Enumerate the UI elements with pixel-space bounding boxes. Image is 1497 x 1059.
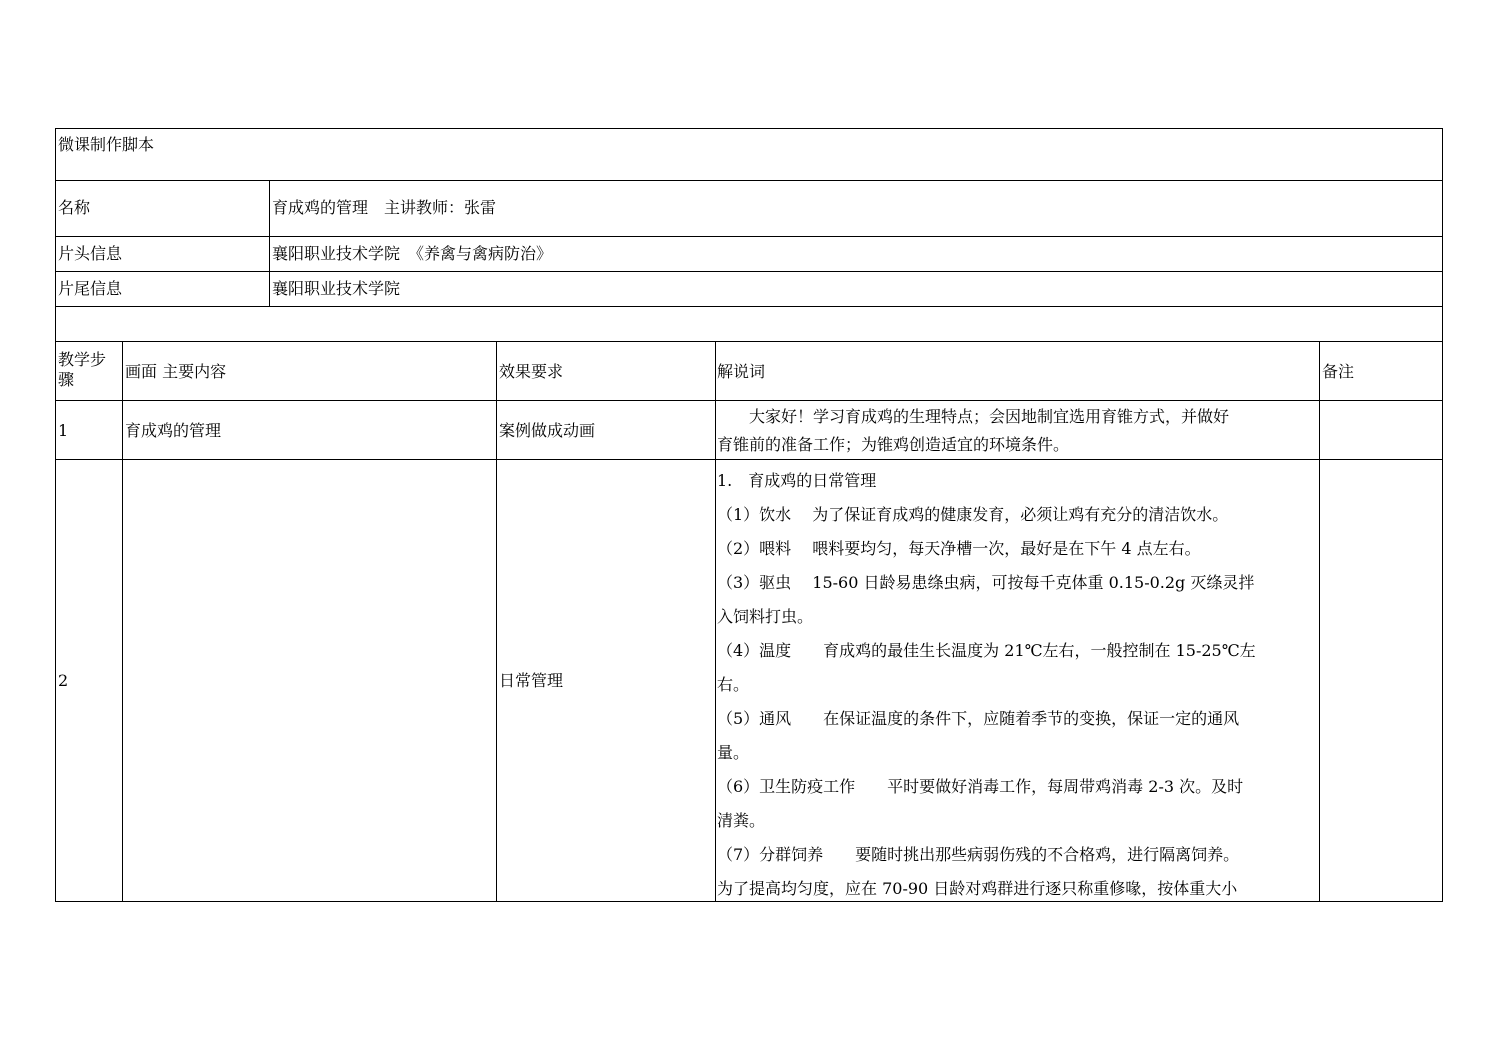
row2-step: 2 <box>58 671 69 690</box>
col-header-step: 教学步骤 <box>58 350 107 389</box>
col-header-notes: 备注 <box>1322 362 1355 381</box>
rule-name <box>56 236 1442 237</box>
rule-info-col <box>269 180 270 306</box>
rule-head <box>56 271 1442 272</box>
row1-effect: 案例做成动画 <box>499 421 596 440</box>
name-label: 名称 <box>58 198 91 217</box>
col-header-narration: 解说词 <box>717 362 766 381</box>
tail-label: 片尾信息 <box>58 279 123 298</box>
rule-col-effect <box>715 341 716 901</box>
rule-header <box>56 400 1442 401</box>
narration-line: 右。 <box>717 675 750 694</box>
row2-narration <box>717 464 1315 906</box>
narration-line: （4）温度 育成鸡的最佳生长温度为 21℃左右，一般控制在 15-25℃左 <box>717 641 1256 660</box>
head-label: 片头信息 <box>58 244 123 263</box>
narration-line: （6）卫生防疫工作 平时要做好消毒工作，每周带鸡消毒 2-3 次。及时 <box>717 777 1244 796</box>
rule-blank <box>56 341 1442 342</box>
doc-title: 微课制作脚本 <box>58 135 155 154</box>
row1-narration-line: 育锥前的准备工作；为锥鸡创造适宜的环境条件。 <box>717 435 1070 454</box>
narration-line: 为了提高均匀度，应在 70-90 日龄对鸡群进行逐只称重修喙，按体重大小 <box>717 879 1238 898</box>
rule-tail <box>56 306 1442 307</box>
rule-col-screen <box>496 341 497 901</box>
row2-effect: 日常管理 <box>499 671 564 690</box>
rule-col-narration <box>1319 341 1320 901</box>
row1-screen: 育成鸡的管理 <box>125 421 222 440</box>
rule-row1 <box>56 459 1442 460</box>
row1-step: 1 <box>58 421 69 440</box>
narration-line: 清粪。 <box>717 811 766 830</box>
row1-narration <box>717 403 1317 459</box>
narration-line: （2）喂料 喂料要均匀，每天净槽一次，最好是在下午 4 点左右。 <box>717 539 1201 558</box>
narration-line: 量。 <box>717 743 750 762</box>
narration-line: （3）驱虫 15-60 日龄易患绦虫病，可按每千克体重 0.15-0.2g 灭绦灵拌 <box>717 573 1255 592</box>
col-header-effect: 效果要求 <box>499 362 564 381</box>
rule-title <box>56 180 1442 181</box>
name-value: 育成鸡的管理 主讲教师：张雷 <box>272 198 497 217</box>
col-header-screen: 画面 主要内容 <box>125 362 227 381</box>
row1-narration-line: 大家好！学习育成鸡的生理特点；会因地制宜选用育锥方式，并做好 <box>717 407 1230 426</box>
narration-line: （1）饮水 为了保证育成鸡的健康发育，必须让鸡有充分的清洁饮水。 <box>717 505 1229 524</box>
narration-line: 1. 育成鸡的日常管理 <box>717 471 877 490</box>
script-table <box>55 128 1443 902</box>
head-value: 襄阳职业技术学院 《养禽与禽病防治》 <box>272 244 553 263</box>
narration-line: 入饲料打虫。 <box>717 607 814 626</box>
tail-value: 襄阳职业技术学院 <box>272 279 401 298</box>
narration-line: （5）通风 在保证温度的条件下，应随着季节的变换，保证一定的通风 <box>717 709 1240 728</box>
rule-col-step <box>122 341 123 901</box>
narration-line: （7）分群饲养 要随时挑出那些病弱伤残的不合格鸡，进行隔离饲养。 <box>717 845 1240 864</box>
